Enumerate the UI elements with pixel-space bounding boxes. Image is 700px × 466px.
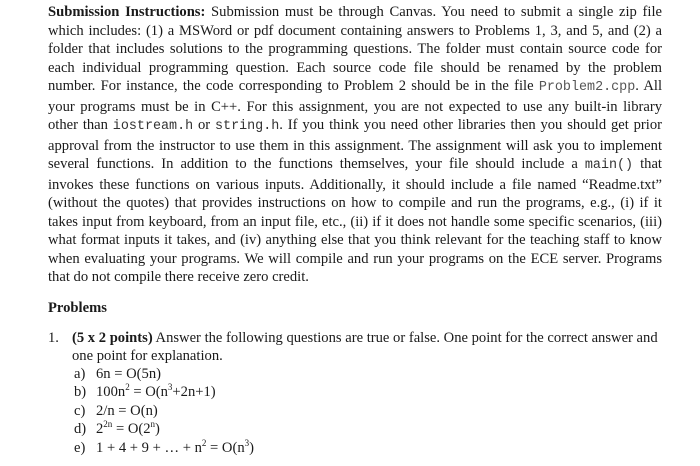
problem-points: (5 x 2 points) bbox=[72, 329, 153, 346]
expr-superscript: 3 bbox=[244, 437, 250, 448]
expr-text: = O(2 bbox=[112, 421, 151, 437]
part-label: d) bbox=[74, 421, 87, 437]
problem-parts-list bbox=[72, 365, 662, 458]
instructions-text-1: Submission must be through Canvas. You need to submit a single zip file which includes: (1) a MSWord or pdf document containing answers to Problems 1, 3, and 5, and (2) a folder that includes solutions to the programming questions. The folder must contain source code for each individual programming question. Each source code file should be renamed by the problem number. For instance, the code corresponding to Problem 2 should be in the file bbox=[48, 4, 662, 94]
expr-superscript: 2n bbox=[103, 419, 113, 429]
problem-text: Answer the following questions are true or false. One point for the correct answer and one point for explanation. bbox=[72, 329, 658, 364]
instructions-text-3: or bbox=[193, 117, 215, 133]
problem-1 bbox=[48, 329, 662, 458]
expr-text: ) bbox=[155, 421, 160, 437]
part-label: b) bbox=[74, 384, 87, 400]
instructions-text-4: . If you think you need other libraries then you should get prior approval from the instructor to use them in this assignment. The assignment will ask you to implement several functions. In addition to the functions themselves, your file should include a bbox=[48, 117, 662, 172]
part-expression bbox=[96, 439, 254, 458]
expr-text: ) bbox=[249, 439, 254, 456]
expr-text: = O(n bbox=[206, 439, 245, 456]
expr-text: 2 bbox=[96, 421, 104, 437]
list-item bbox=[74, 439, 662, 458]
code-filename: Problem2.cpp bbox=[538, 80, 636, 95]
list-item bbox=[74, 365, 662, 384]
part-expression bbox=[96, 365, 161, 384]
expr-text: 2/n = O(n) bbox=[96, 402, 158, 419]
submission-instructions bbox=[48, 3, 662, 287]
expr-superscript: 2 bbox=[125, 382, 130, 392]
expr-superscript: 3 bbox=[167, 382, 173, 392]
expr-superscript: n bbox=[150, 419, 156, 429]
problems-heading: Problems bbox=[48, 299, 107, 316]
code-string: string.h bbox=[215, 119, 280, 134]
part-expression bbox=[96, 402, 158, 421]
part-label: e) bbox=[74, 439, 86, 456]
part-label: c) bbox=[74, 402, 86, 419]
code-main: main() bbox=[584, 158, 634, 173]
problem-body bbox=[72, 329, 662, 458]
problem-statement bbox=[72, 329, 662, 365]
part-expression bbox=[96, 383, 216, 402]
part-label: a) bbox=[74, 365, 86, 382]
expr-text: +2n+1) bbox=[172, 384, 216, 400]
part-expression bbox=[96, 420, 160, 439]
expr-superscript: 2 bbox=[201, 437, 207, 448]
instructions-text-2: . All your programs must be in C++. For this assignment, you are not expected to use any built-in library other than bbox=[48, 78, 662, 133]
list-item bbox=[74, 383, 662, 402]
expr-text: 6n = O(5n) bbox=[96, 365, 161, 382]
expr-text: 1 + 4 + 9 + … + n bbox=[96, 439, 202, 456]
expr-text: 100n bbox=[96, 384, 126, 400]
problem-number: 1. bbox=[48, 329, 59, 346]
list-item bbox=[74, 420, 662, 439]
instructions-text-5: that invokes these functions on various inputs. Additionally, it should include a file named “Readme.txt” (without the quotes) that provides instructions on how to compile and run the programs, e.g., (i) if it takes input from keyboard, from an input file, etc., (ii) if it does not handle some specific scenarios, (iii) what format inputs it takes, and (iv) anything else that you think relevant for the teaching staff to know when evaluating your programs. We will compile and run your programs on the ECE server. Programs that do not compile there receive zero credit. bbox=[48, 156, 662, 285]
code-iostream: iostream.h bbox=[112, 119, 194, 134]
instructions-label: Submission Instructions: bbox=[48, 4, 206, 20]
expr-text: = O(n bbox=[129, 384, 168, 400]
list-item bbox=[74, 402, 662, 421]
